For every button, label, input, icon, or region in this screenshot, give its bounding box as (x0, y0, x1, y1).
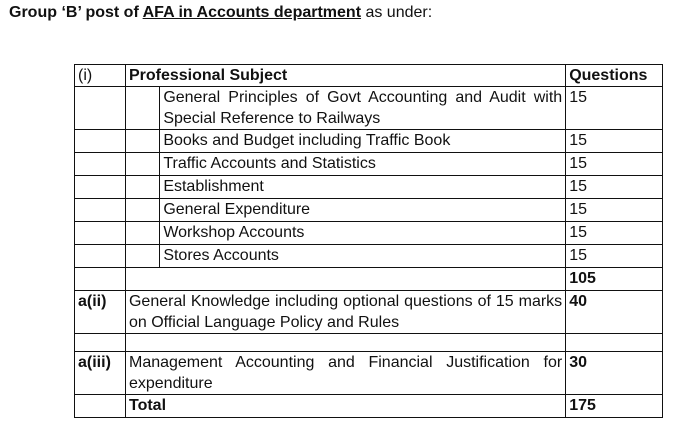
table-row (75, 153, 663, 176)
management-row (75, 352, 663, 395)
heading-prefix: Group ‘B’ post of (9, 4, 143, 21)
subtotal-row (75, 268, 663, 291)
row-questions: 15 (566, 87, 663, 130)
subtotal-label-cell (125, 268, 565, 291)
row-no-cell (75, 176, 126, 199)
total-row (75, 395, 663, 418)
row-indent-cell (125, 199, 159, 222)
gk-subject: General Knowledge including optional questions of 15 marks on Official Language Policy and Rules (125, 291, 565, 334)
row-subject: Workshop Accounts (160, 222, 566, 245)
row-questions: 15 (566, 176, 663, 199)
total-value: 175 (566, 395, 663, 418)
spacer-cell (75, 334, 126, 352)
table-header-row (75, 65, 663, 87)
subtotal-value: 105 (566, 268, 663, 291)
row-subject: Establishment (160, 176, 566, 199)
table-row (75, 87, 663, 130)
total-no-cell (75, 395, 126, 418)
gk-questions: 40 (566, 291, 663, 334)
spacer-cell (566, 334, 663, 352)
row-questions: 15 (566, 245, 663, 268)
row-subject: Stores Accounts (160, 245, 566, 268)
page-heading (9, 3, 432, 23)
spacer-cell (125, 334, 565, 352)
table-row (75, 130, 663, 153)
row-subject: General Principles of Govt Accounting and Audit with Special Reference to Railways (160, 87, 566, 130)
row-indent-cell (125, 153, 159, 176)
row-no-cell (75, 130, 126, 153)
row-subject: Traffic Accounts and Statistics (160, 153, 566, 176)
row-no-cell (75, 245, 126, 268)
spacer-row (75, 334, 663, 352)
table-row (75, 199, 663, 222)
mgmt-no: a(iii) (75, 352, 126, 395)
heading-suffix: as under: (361, 4, 433, 21)
row-indent-cell (125, 87, 159, 130)
row-questions: 15 (566, 153, 663, 176)
table-row (75, 176, 663, 199)
row-no-cell (75, 153, 126, 176)
row-indent-cell (125, 176, 159, 199)
row-questions: 15 (566, 199, 663, 222)
row-subject: Books and Budget including Traffic Book (160, 130, 566, 153)
row-no-cell (75, 268, 126, 291)
row-no-cell (75, 199, 126, 222)
header-questions: Questions (566, 65, 663, 87)
mgmt-subject: Management Accounting and Financial Justification for expenditure (125, 352, 565, 395)
row-indent-cell (125, 245, 159, 268)
row-indent-cell (125, 130, 159, 153)
header-no: (i) (75, 65, 126, 87)
row-no-cell (75, 222, 126, 245)
mgmt-questions: 30 (566, 352, 663, 395)
row-indent-cell (125, 222, 159, 245)
row-subject: General Expenditure (160, 199, 566, 222)
row-questions: 15 (566, 222, 663, 245)
heading-post-name: AFA in Accounts department (142, 4, 362, 21)
table-row (75, 222, 663, 245)
row-questions: 15 (566, 130, 663, 153)
header-subject: Professional Subject (125, 65, 565, 87)
general-knowledge-row (75, 291, 663, 334)
table-row (75, 245, 663, 268)
row-no-cell (75, 87, 126, 130)
total-label: Total (125, 395, 565, 418)
syllabus-table (74, 64, 663, 418)
gk-no: a(ii) (75, 291, 126, 334)
